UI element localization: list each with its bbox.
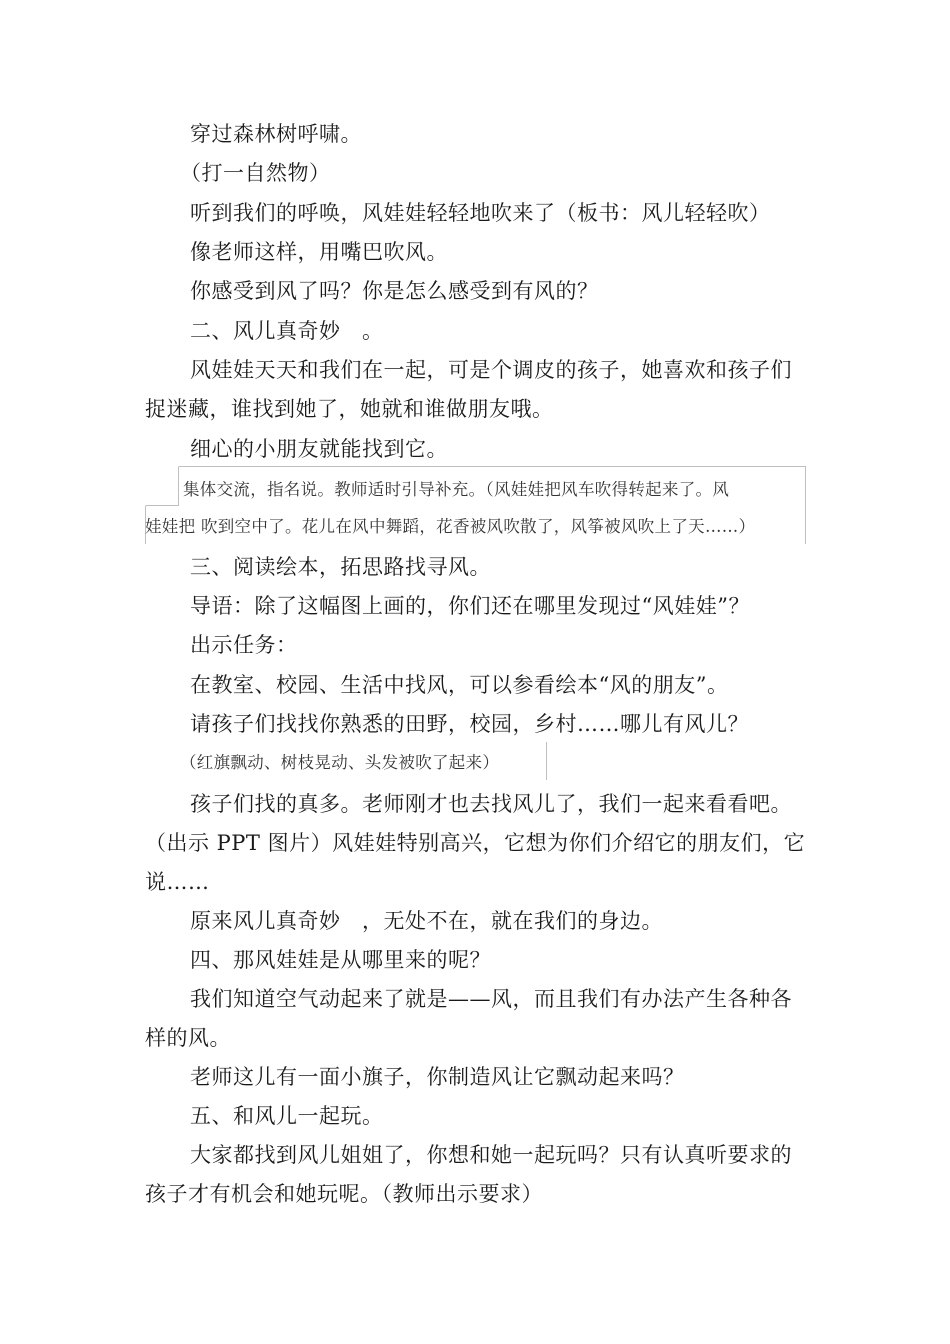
text-line: 在教室、校园、生活中找风，可以参看绘本“风的朋友”。 [190,673,729,697]
note-line: （红旗飘动、树枝晃动、头发被吹了起来） [180,753,500,772]
text-line: 请孩子们找找你熟悉的田野，校园，乡村……哪儿有风儿？ [190,712,749,736]
note-frame-notch [145,466,179,506]
section-heading: 二、风儿真奇妙 。 [190,319,384,343]
text-line: 我们知道空气动起来了就是——风，而且我们有办法产生各种各 [190,987,792,1011]
text-line: 风娃娃天天和我们在一起，可是个调皮的孩子，她喜欢和孩子们 [190,358,792,382]
text-line: 穿过森林树呼啸。 [190,122,362,146]
note-line: 集体交流，指名说。教师适时引导补充。（风娃娃把风车吹得转起来了。风 [183,480,730,499]
section-heading: 四、那风娃娃是从哪里来的呢？ [190,948,491,972]
text-line: 说…… [145,870,210,894]
text-line: 孩子们找的真多。老师刚才也去找风儿了，我们一起来看看吧。 [190,792,792,816]
note-line: 娃娃把 吹到空中了。花儿在风中舞蹈，花香被风吹散了，风筝被风吹上了天……） [145,517,756,536]
text-line: 细心的小朋友就能找到它。 [190,437,448,461]
text-line: 出示任务： [190,633,298,657]
text-line: 大家都找到风儿姐姐了，你想和她一起玩吗？只有认真听要求的 [190,1143,792,1167]
text-line: （打一自然物） [180,161,331,185]
note-frame-right-edge [546,742,547,780]
text-line: 像老师这样，用嘴巴吹风。 [190,240,448,264]
text-line: 样的风。 [145,1026,231,1050]
text-line: 老师这儿有一面小旗子，你制造风让它飘动起来吗？ [190,1065,685,1089]
text-line: 孩子才有机会和她玩呢。（教师出示要求） [145,1182,543,1206]
section-heading: 五、和风儿一起玩。 [190,1104,384,1128]
text-line: （出示 PPT 图片）风娃娃特别高兴，它想为你们介绍它的朋友们，它 [145,831,806,855]
text-line: 你感受到风了吗？你是怎么感受到有风的？ [190,279,599,303]
section-heading: 三、阅读绘本，拓思路找寻风。 [190,555,491,579]
text-line: 导语：除了这幅图上画的，你们还在哪里发现过“风娃娃”？ [190,594,750,618]
text-line: 原来风儿真奇妙 ，无处不在，就在我们的身边。 [190,909,663,933]
text-line: 听到我们的呼唤，风娃娃轻轻地吹来了（板书：风儿轻轻吹） [190,201,771,225]
text-line: 捉迷藏，谁找到她了，她就和谁做朋友哦。 [145,397,554,421]
